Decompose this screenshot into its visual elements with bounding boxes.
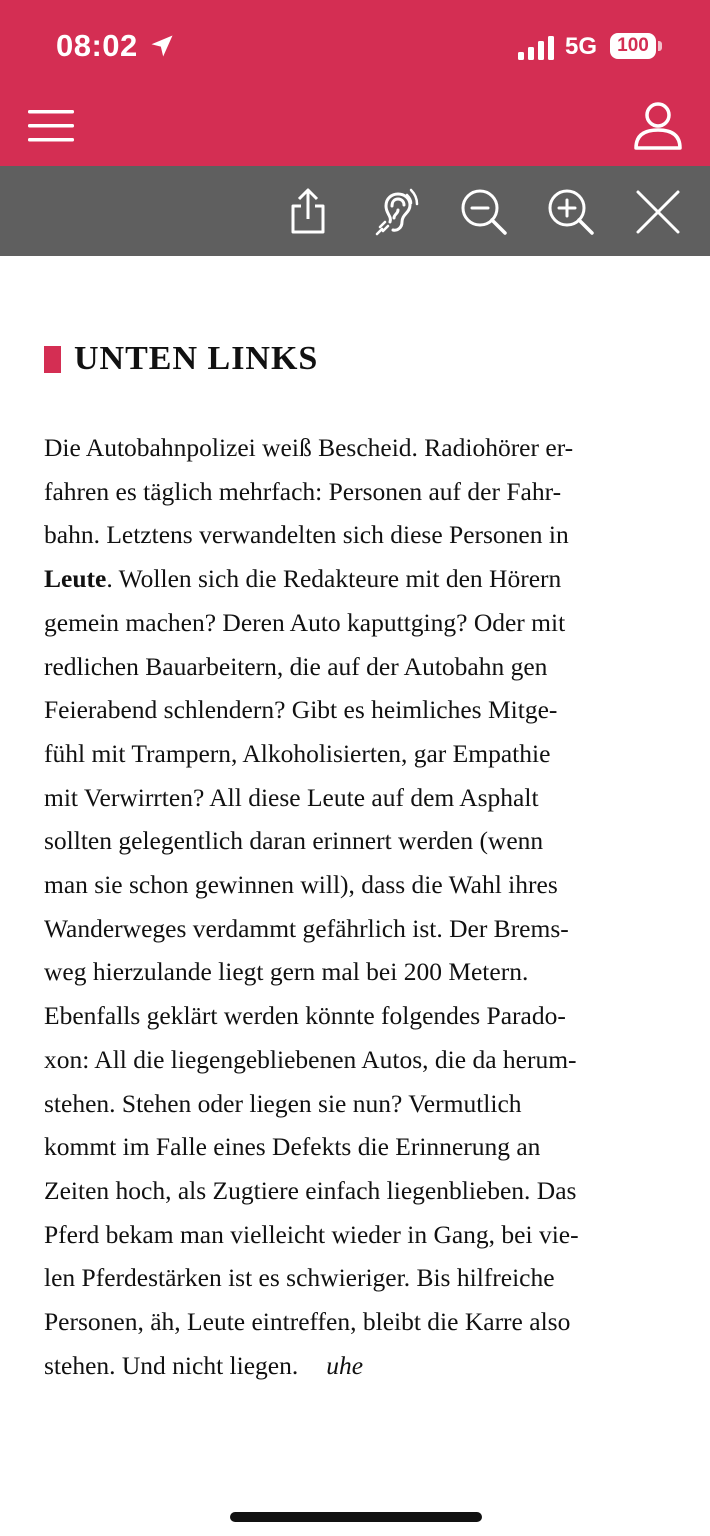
article-line: Die Autobahnpolizei weiß Bescheid. Radiohörer er- (44, 433, 574, 462)
article-line: fahren es täglich mehrfach: Personen auf der Fahr- (44, 476, 562, 506)
status-bar (0, 0, 710, 92)
zoom-out-button[interactable] (458, 186, 510, 238)
article-line: redlichen Bauarbeitern, die auf der Autobahn gen (44, 651, 548, 681)
cellular-signal-icon (518, 36, 556, 60)
zoom-in-icon (545, 186, 597, 238)
zoom-out-icon (458, 186, 510, 238)
article-line: len Pferdestärken ist es schwieriger. Bis hilfreiche (44, 1263, 555, 1293)
location-arrow-icon (148, 32, 176, 60)
article-heading (44, 330, 664, 388)
reader-toolbar (0, 166, 710, 256)
battery-cap (658, 41, 662, 51)
article-line: xon: All die liegengebliebenen Autos, die da herum- (44, 1044, 577, 1074)
article-line: gemein machen? Deren Auto kaputtging? Oder mit (44, 607, 566, 637)
article-line: sollten gelegentlich daran erinnert werden (wenn (44, 826, 544, 856)
user-profile-icon (630, 98, 686, 154)
article-line: stehen. Stehen oder liegen sie nun? Vermutlich (44, 1088, 522, 1118)
share-icon (282, 186, 334, 238)
article-line: man sie schon gewinnen will), dass die Wahl ihres (44, 870, 558, 900)
article-author: uhe (326, 1350, 364, 1380)
close-icon (632, 186, 684, 238)
zoom-in-button[interactable] (545, 186, 597, 238)
article-line-rest: . Wollen sich die Redakteure mit den Hörern (106, 564, 562, 594)
network-type: 5G (565, 33, 598, 60)
article-line (44, 557, 664, 601)
article-line: Pferd bekam man vielleicht wieder in Gang, bei vie- (44, 1219, 579, 1249)
article-line: mit Verwirrten? All diese Leute auf dem Asphalt (44, 782, 539, 812)
hearing-accessibility-button[interactable] (370, 186, 422, 238)
close-button[interactable] (632, 186, 684, 238)
article-line: Personen, äh, Leute eintreffen, bleibt die Karre also (44, 1307, 571, 1337)
article-line: Wanderweges verdammt gefährlich ist. Der Brems- (44, 913, 569, 943)
article-line: Ebenfalls geklärt werden könnte folgendes Parado- (44, 1001, 566, 1031)
emphasis-word: Leute (44, 564, 107, 594)
app-bar (0, 92, 710, 166)
article-line: Feierabend schlendern? Gibt es heimliches Mitge- (44, 695, 558, 725)
article-line: bahn. Letztens verwandelten sich diese Personen in (44, 520, 569, 550)
home-indicator[interactable] (230, 1512, 482, 1522)
article-line: weg hierzulande liegt gern mal bei 200 Metern. (44, 957, 529, 987)
article-title: UNTEN LINKS (74, 340, 319, 377)
battery-icon (610, 33, 656, 59)
article-line (44, 1344, 664, 1388)
menu-button[interactable] (26, 104, 78, 148)
article-line-text: stehen. Und nicht liegen. (44, 1350, 299, 1380)
share-button[interactable] (282, 186, 334, 238)
article (44, 330, 664, 1387)
article-body (44, 426, 664, 1387)
battery-level: 100 (617, 35, 649, 56)
heading-accent-mark (44, 346, 61, 373)
hearing-accessibility-icon (370, 186, 422, 238)
article-line: kommt im Falle eines Defekts die Erinnerung an (44, 1132, 541, 1162)
menu-icon (26, 104, 78, 148)
profile-button[interactable] (630, 98, 686, 154)
article-line: Zeiten hoch, als Zugtiere einfach liegenblieben. Das (44, 1175, 577, 1205)
status-time: 08:02 (56, 28, 138, 63)
article-line: fühl mit Trampern, Alkoholisierten, gar Empathie (44, 738, 551, 768)
